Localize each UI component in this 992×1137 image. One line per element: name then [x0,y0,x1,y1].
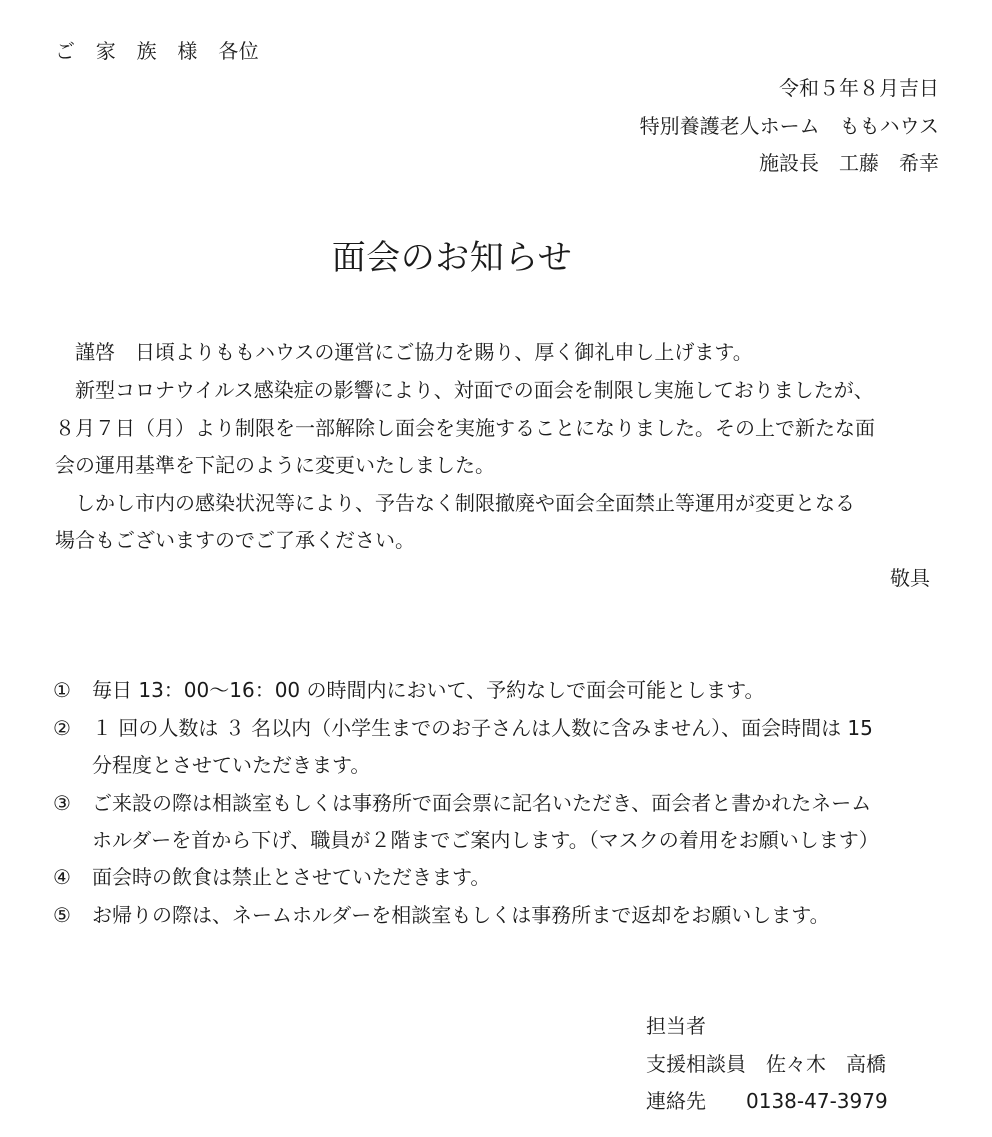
addressee: ご 家 族 様 各位 [55,39,259,63]
facility-name: 特別養護老人ホーム ももハウス [639,114,939,138]
director-name: 施設長 工藤 希幸 [759,151,939,175]
closing-word: 敬具 [890,566,930,590]
contact-phone: 連絡先 0138-47-3979 [646,1089,888,1113]
list-number-3: ③ [53,791,71,815]
body-paragraph-1: 謹啓 日頃よりももハウスの運営にご協力を賜り、厚く御礼申し上げます。 [55,340,753,364]
list-item-2-line-1: １ 回の人数は ３ 名以内（小学生までのお子さんは人数に含みません）、面会時間は 15 [92,716,873,740]
issue-date: 令和５年８月吉日 [779,76,939,100]
list-item-4: 面会時の飲食は禁止とさせていただきます。 [92,865,491,889]
list-item-3-line-2: ホルダーを首から下げ、職員が２階までご案内します。（マスクの着用をお願いします） [92,828,879,852]
body-paragraph-2-line-3: 会の運用基準を下記のように変更いたしました。 [55,453,495,477]
list-item-1: 毎日 13：00～16：00 の時間内において、予約なしで面会可能とします。 [92,678,765,702]
list-number-2: ② [53,716,71,740]
body-paragraph-3-line-1: しかし市内の感染状況等により、予告なく制限撤廃や面会全面禁止等運用が変更となる [55,491,855,515]
list-number-4: ④ [53,865,71,889]
list-item-2-line-2: 分程度とさせていただきます。 [92,753,371,777]
list-item-5: お帰りの際は、ネームホルダーを相談室もしくは事務所まで返却をお願いします。 [92,903,830,927]
body-paragraph-2-line-2: ８月７日（月）より制限を一部解除し面会を実施することになりました。その上で新たな面 [55,416,875,440]
list-number-1: ① [53,678,71,702]
contact-label: 担当者 [646,1014,706,1038]
list-number-5: ⑤ [53,903,71,927]
contact-staff: 支援相談員 佐々木 高橋 [646,1052,886,1076]
body-paragraph-3-line-2: 場合もございますのでご了承ください。 [55,528,415,552]
list-item-3-line-1: ご来設の際は相談室もしくは事務所で面会票に記名いただき、面会者と書かれたネーム [92,791,872,815]
body-paragraph-2-line-1: 新型コロナウイルス感染症の影響により、対面での面会を制限し実施しておりましたが、 [55,378,874,402]
document-title: 面会のお知らせ [331,238,573,278]
